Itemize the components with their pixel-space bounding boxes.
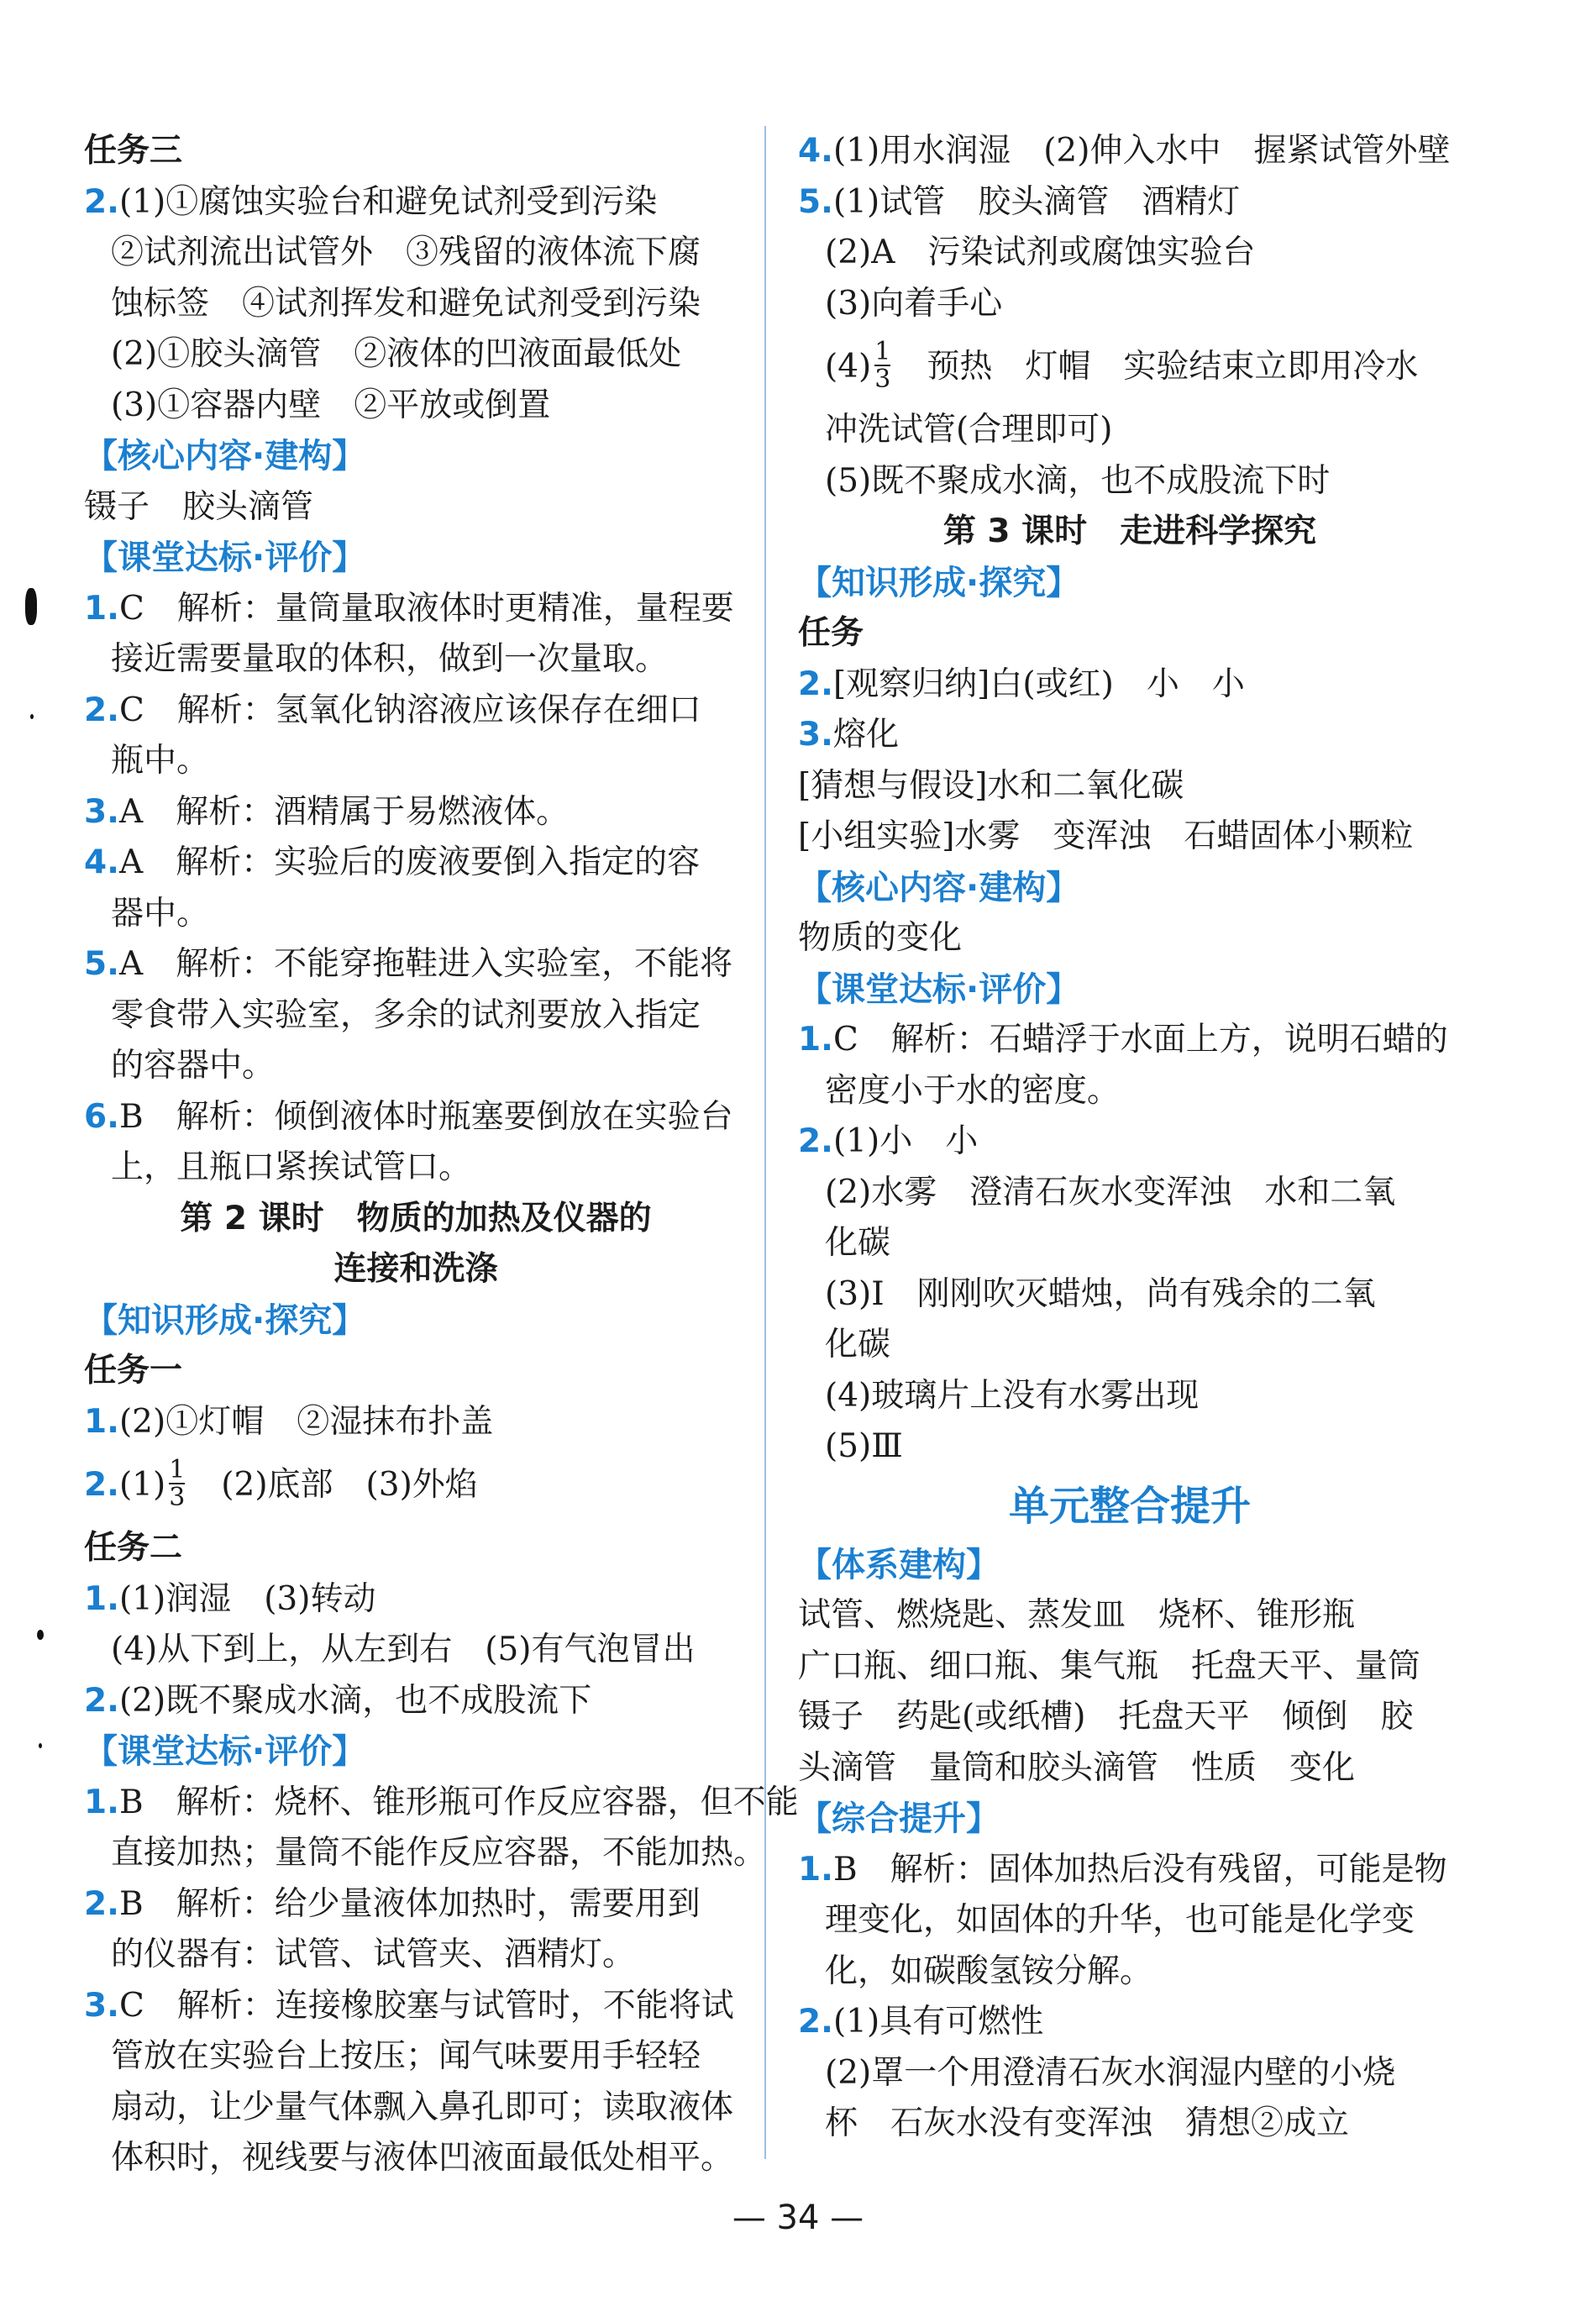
answer-line: (3)①容器内壁 ②平放或倒置 (111, 386, 551, 424)
section-heading-comprehensive: 【综合提升】 (798, 1799, 1000, 1838)
answer-line: 上，且瓶口紧挨试管口。 (111, 1148, 472, 1186)
answer-line: 零食带入实验室，多余的试剂要放入指定 (111, 996, 701, 1034)
answer-item: 4.(1)用水润湿 (2)伸入水中 握紧试管外壁 (798, 132, 1451, 170)
left-column (84, 126, 799, 2184)
answer-line: (4)玻璃片上没有水雾出现 (825, 1376, 1200, 1415)
answer-line: ②试剂流出试管外 ③残留的液体流下腐 (111, 234, 701, 271)
answer-item: 1.B 解析：烧杯、锥形瓶可作反应容器，但不能 (84, 1783, 799, 1821)
answer-item: 1.B 解析：固体加热后没有残留，可能是物 (798, 1850, 1447, 1889)
hypothesis-line: [猜想与假设]水和二氧化碳 (798, 766, 1184, 805)
answer-line: (5)既不聚成水滴，也不成股流下时 (825, 461, 1331, 500)
answer-line: (4)从下到上，从左到右 (5)有气泡冒出 (111, 1631, 696, 1668)
system-line: 镊子 药匙(或纸槽) 托盘天平 倾倒 胶 (798, 1698, 1414, 1736)
answer-item: 3.A 解析：酒精属于易燃液体。 (84, 792, 570, 831)
answer-line: (2)水雾 澄清石灰水变浑浊 水和二氧 (825, 1173, 1396, 1211)
section-heading-class: 【课堂达标·评价】 (798, 969, 1080, 1009)
answer-item: 2.(2)既不聚成水滴，也不成股流下 (84, 1681, 592, 1720)
fraction: $\frac{1}{3}$ (874, 337, 891, 394)
scan-speck (37, 1630, 44, 1640)
lesson-three-title: 第 3 课时 走进科学探究 (942, 512, 1317, 550)
answer-item: 1.(2)①灯帽 ②湿抹布扑盖 (84, 1402, 494, 1441)
answer-line: 体积时，视线要与液体凹液面最低处相平。 (111, 2139, 734, 2177)
lesson-two-title: 第 2 课时 物质的加热及仪器的 (180, 1199, 652, 1237)
answer-line: (2)①胶头滴管 ②液体的凹液面最低处 (111, 335, 682, 373)
answer-line: 的仪器有：试管、试管夹、酒精灯。 (111, 1936, 636, 1973)
section-heading-class: 【课堂达标·评价】 (84, 538, 366, 577)
section-heading-knowledge: 【知识形成·探究】 (798, 563, 1080, 602)
answer-item: 5.A 解析：不能穿拖鞋进入实验室，不能将 (84, 945, 733, 983)
task-three-heading: 任务三 (84, 132, 183, 170)
answer-line: 冲洗试管(合理即可) (825, 411, 1113, 449)
system-line: 头滴管 量筒和胶头滴管 性质 变化 (798, 1748, 1356, 1787)
answer-item: 3.C 解析：连接橡胶塞与试管时，不能将试 (84, 1986, 734, 2025)
answer-line: 器中。 (111, 894, 210, 932)
answer-line: (2)罩一个用澄清石灰水润湿内壁的小烧 (825, 2053, 1396, 2092)
answer-line: (5)Ⅲ (825, 1427, 903, 1465)
section-heading-system: 【体系建构】 (798, 1545, 1000, 1584)
answer-line: (3)向着手心 (825, 284, 1003, 323)
answer-line: 的容器中。 (111, 1047, 276, 1085)
scan-speck (25, 588, 37, 625)
answer-line: 杯 石灰水没有变浑浊 猜想②成立 (825, 2104, 1350, 2142)
section-heading-core: 【核心内容·建构】 (798, 868, 1080, 907)
core-content: 镊子 胶头滴管 (84, 487, 314, 526)
answer-item: 1.C 解析：石蜡浮于水面上方，说明石蜡的 (798, 1021, 1448, 1059)
answer-line: 蚀标签 ④试剂挥发和避免试剂受到污染 (111, 284, 701, 323)
answer-item: 4.A 解析：实验后的废液要倒入指定的容 (84, 843, 701, 881)
unit-summary-title: 单元整合提升 (1008, 1482, 1251, 1530)
answer-line-fraction: (4) $\frac{1}{3}$ 预热 灯帽 实验结束立即用冷水 (825, 337, 1419, 394)
section-heading-core: 【核心内容·建构】 (84, 437, 366, 475)
answer-item: 5.(1)试管 胶头滴管 酒精灯 (798, 182, 1241, 221)
answer-line: 理变化，如固体的升华，也可能是化学变 (825, 1901, 1415, 1939)
answer-item: 2.(1)具有可燃性 (798, 2003, 1044, 2041)
answer-item: 2.(1)小 小 (798, 1122, 979, 1160)
answer-line: 直接加热；量筒不能作反应容器，不能加热。 (111, 1834, 767, 1872)
task-one-heading: 任务一 (84, 1352, 183, 1390)
page-number: — 34 — (732, 2199, 864, 2237)
answer-line: 化，如碳酸氢铵分解。 (825, 1952, 1153, 1990)
system-line: 试管、燃烧匙、蒸发皿 烧杯、锥形瓶 (798, 1596, 1356, 1634)
system-line: 广口瓶、细口瓶、集气瓶 托盘天平、量筒 (798, 1647, 1421, 1685)
answer-item: 1.(1)润湿 (3)转动 (84, 1579, 376, 1618)
scan-speck (39, 1743, 42, 1748)
scan-speck (30, 714, 34, 719)
answer-line: 化碳 (825, 1224, 891, 1262)
answer-item-fraction: 2.(1) $\frac{1}{3}$ (2)底部 (3)外焰 (84, 1455, 478, 1512)
fraction: $\frac{1}{3}$ (169, 1455, 186, 1512)
answer-item: 6.B 解析：倾倒液体时瓶塞要倒放在实验台 (84, 1097, 733, 1136)
answer-line: 瓶中。 (111, 742, 210, 780)
section-heading-class-2: 【课堂达标·评价】 (84, 1732, 366, 1771)
answer-line: 扇动，让少量气体飘入鼻孔即可；读取液体 (111, 2088, 734, 2126)
answer-item: 3.熔化 (798, 716, 899, 754)
answer-line: 管放在实验台上按压；闻气味要用手轻轻 (111, 2037, 701, 2075)
lesson-two-title-cont: 连接和洗涤 (333, 1250, 498, 1288)
answer-line: (3)Ⅰ 刚刚吹灭蜡烛，尚有残余的二氧 (825, 1274, 1376, 1313)
answer-item: 2.(1)①腐蚀实验台和避免试剂受到污染 (84, 182, 658, 221)
answer-line: 密度小于水的密度。 (825, 1071, 1121, 1110)
answer-line: 接近需要量取的体积，做到一次量取。 (111, 640, 669, 678)
answer-item: 2.C 解析：氢氧化钠溶液应该保存在细口 (84, 691, 701, 729)
task-two-heading: 任务二 (84, 1529, 183, 1567)
right-column (798, 126, 1462, 2150)
core-content: 物质的变化 (798, 919, 963, 957)
group-experiment-line: [小组实验]水雾 变浑浊 石蜡固体小颗粒 (798, 817, 1414, 855)
answer-item: 2.[观察归纳]白(或红) 小 小 (798, 665, 1245, 703)
answer-item: 2.B 解析：给少量液体加热时，需要用到 (84, 1884, 701, 1923)
section-heading-knowledge: 【知识形成·探究】 (84, 1300, 366, 1340)
answer-item: 1.C 解析：量筒量取液体时更精准，量程要 (84, 589, 734, 628)
answer-line: 化碳 (825, 1326, 891, 1363)
answer-line: (2)A 污染试剂或腐蚀实验台 (825, 234, 1256, 271)
task-heading: 任务 (798, 614, 864, 652)
